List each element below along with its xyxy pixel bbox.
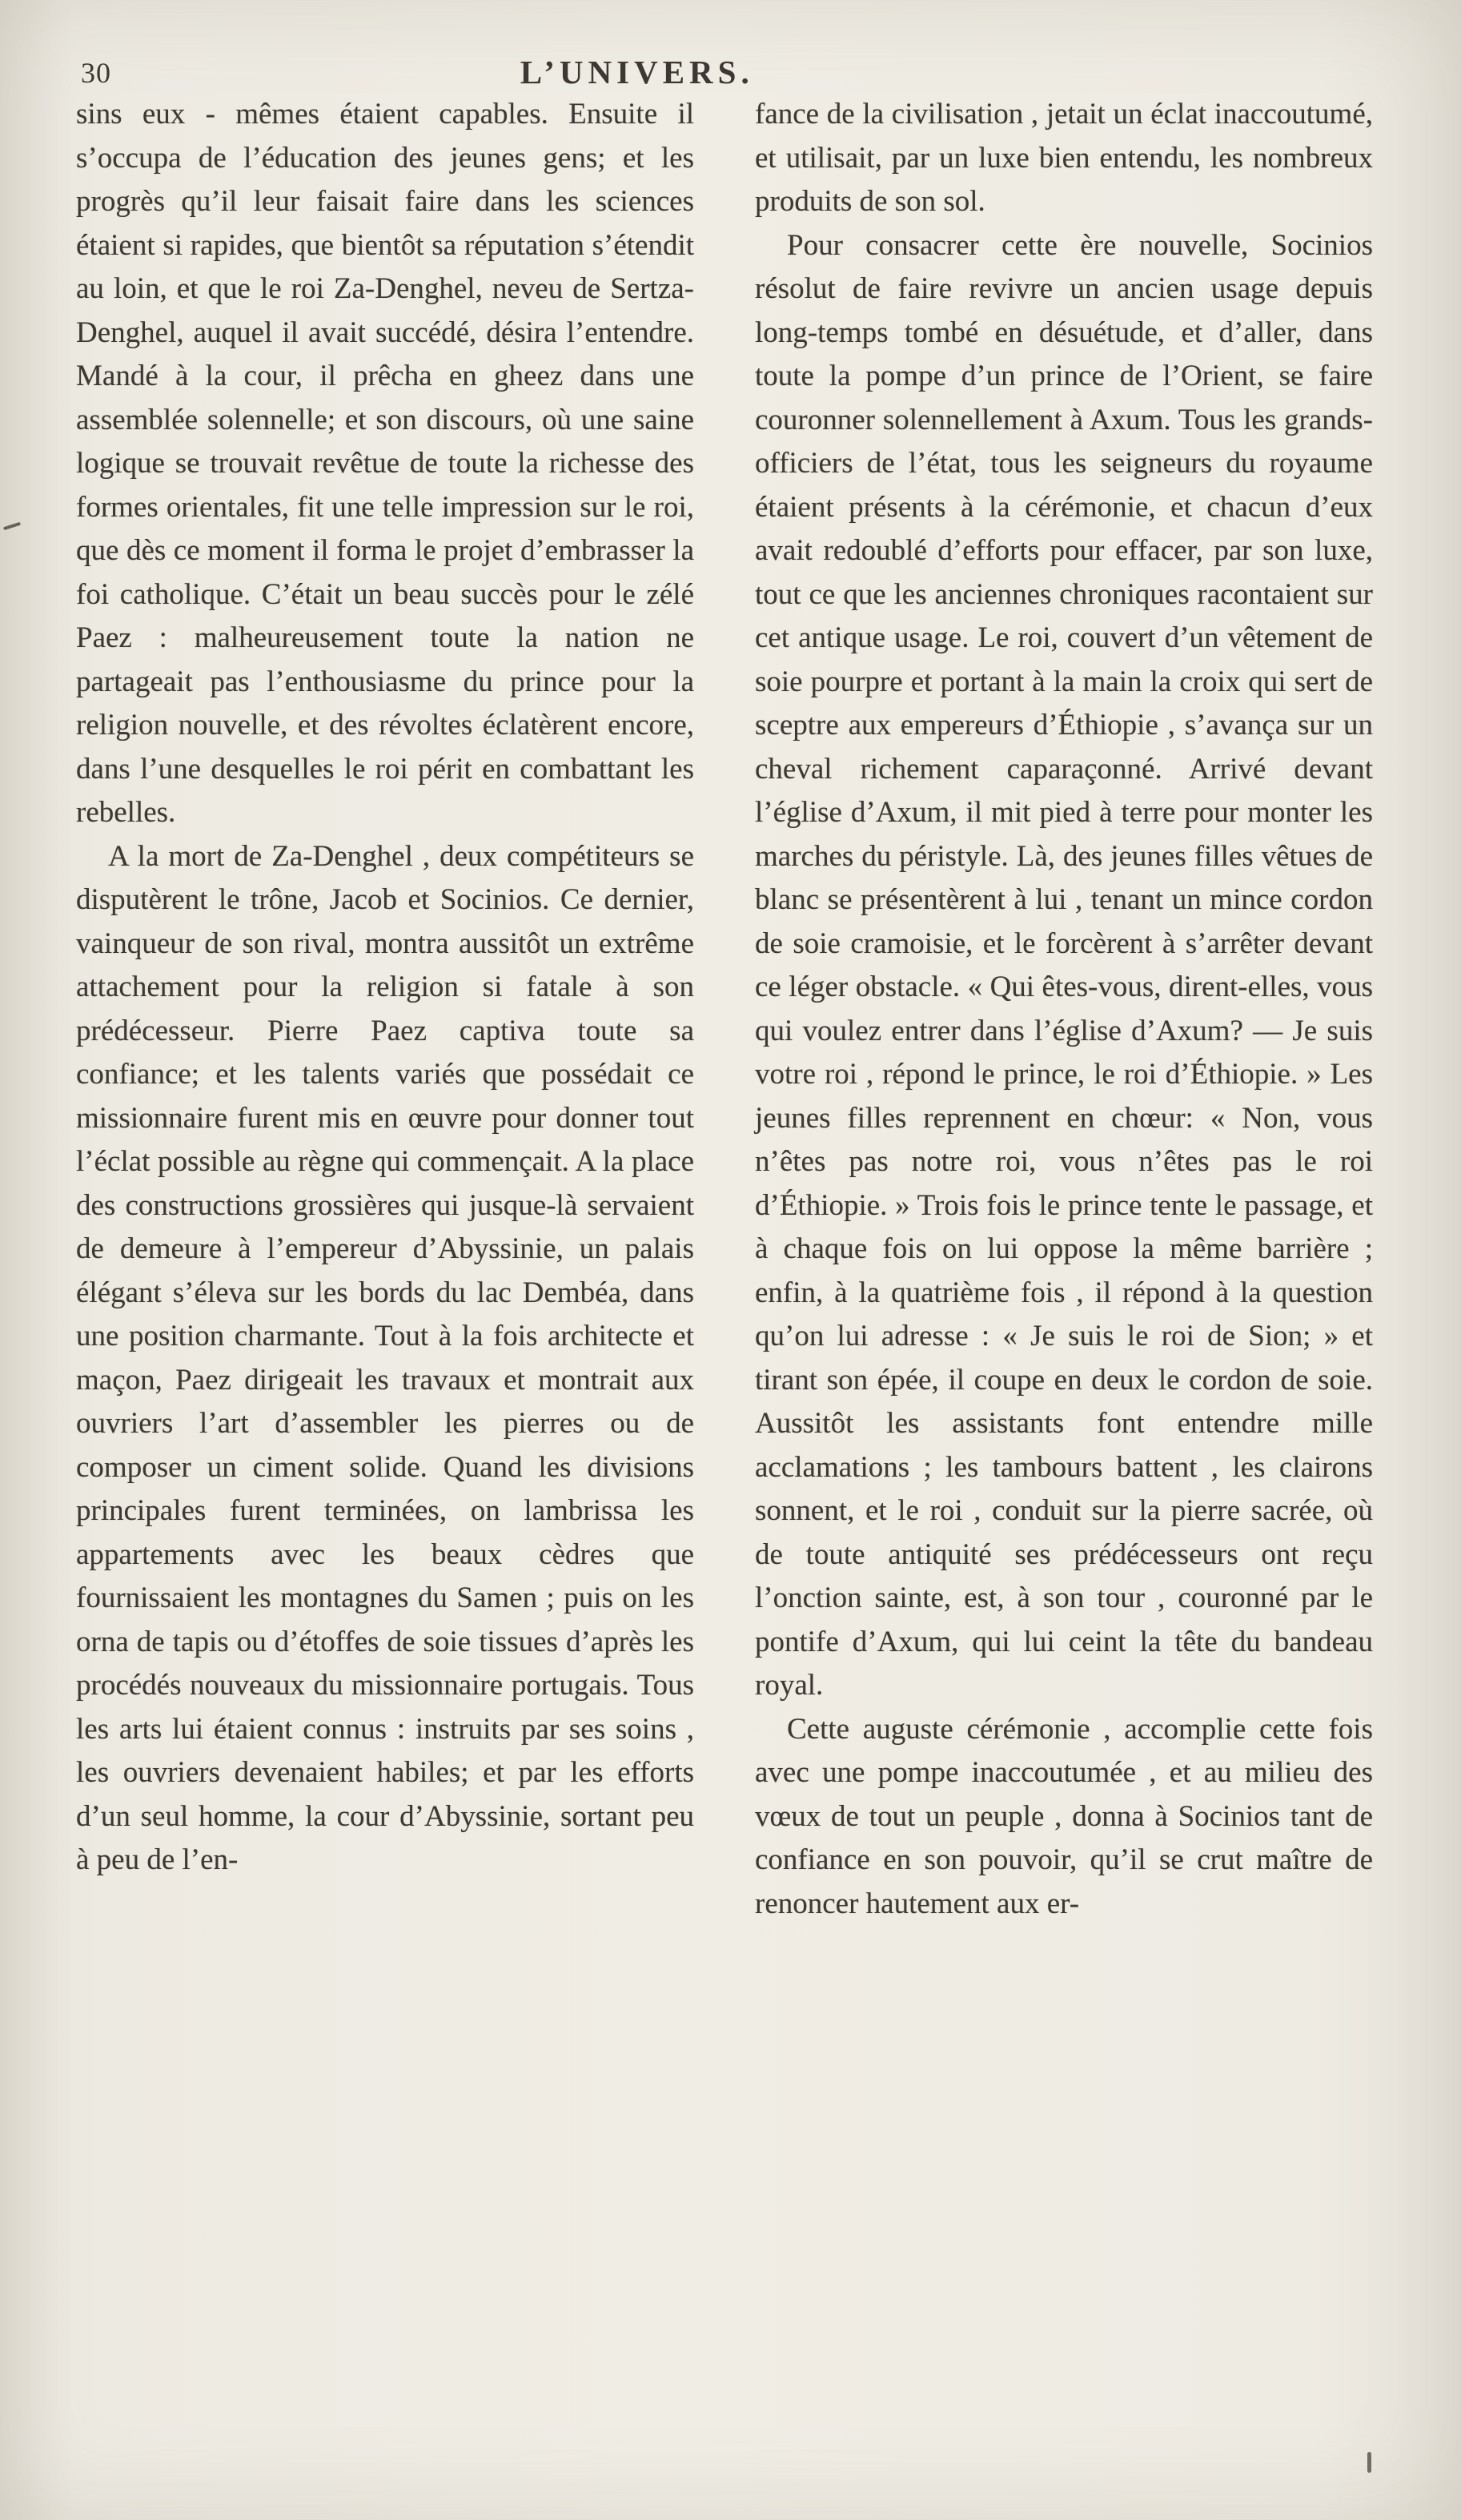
page-number: 30 [81, 57, 111, 89]
paragraph-continuation: sins eux - mêmes étaient capables. Ensuite il s’occupa de l’éducation des jeunes gens; et les progrès qu’il leur faisait faire dans les sciences étaient si rapides, que bientôt sa réputation s’étendit au loin, et que le roi Za-Denghel, neveu de Sertza-Denghel, auquel il avait succédé, désira l’entendre. Mandé à la cour, il prêcha en gheez dans une assemblée solennelle; et son discours, où une saine logique se trouvait revêtue de toute la richesse des formes orientales, fit une telle impression sur le roi, que dès ce moment il forma le projet d’embrasser la foi catholique. C’était un beau succès pour le zélé Paez : malheureusement toute la nation ne partageait pas l’enthousiasme du prince pour la religion nouvelle, et des révoltes éclatèrent encore, dans l’une desquelles le roi périt en combattant les rebelles. [76, 98, 694, 829]
page-header [76, 50, 1375, 91]
two-column-text [76, 93, 1375, 1926]
scan-artifact-mark [1367, 2452, 1371, 2473]
paragraph: Pour consacrer cette ère nouvelle, Socinios résolut de faire revivre un ancien usage depuis long-temps tombé en désuétude, et d’aller, dans toute la pompe d’un prince de l’Orient, se faire couronner solennellement à Axum. Tous les grands-officiers de l’état, tous les seigneurs du royaume étaient présents à la cérémonie, et chacun d’eux avait redoublé d’efforts pour effacer, par son luxe, tout ce que les anciennes chroniques racontaient sur cet antique usage. Le roi, couvert d’un vêtement de soie pourpre et portant à la main la croix qui sert de sceptre aux empereurs d’Éthiopie , s’avança sur un cheval richement caparaçonné. Arrivé devant l’église d’Axum, il mit pied à terre pour monter les marches du péristyle. Là, des jeunes filles vêtues de blanc se présentèrent à lui , tenant un mince cordon de soie cramoisie, et le forcèrent à s’arrêter devant ce léger obstacle. « Qui êtes-vous, dirent-elles, vous qui voulez entrer dans l’église d’Axum? — Je suis votre roi , répond le prince, le roi d’Éthiopie. » Les jeunes filles reprennent en chœur: « Non, vous n’êtes pas notre roi, vous n’êtes pas le roi d’Éthiopie. » Trois fois le prince tente le passage, et à chaque fois on lui oppose la même barrière ; enfin, à la quatrième fois , il répond à la question qu’on lui adresse : « Je suis le roi de Sion; » et tirant son épée, il coupe en deux le cordon de soie. Aussitôt les assistants font entendre mille acclamations ; les tambours battent , les clairons sonnent, et le roi , conduit sur la pierre sacrée, où de toute antiquité ses prédécesseurs ont reçu l’onction sainte, est, à son tour , couronné par le pontife d’Axum, qui lui ceint la tête du bandeau royal. [755, 228, 1373, 1702]
paragraph: A la mort de Za-Denghel , deux compétiteurs se disputèrent le trône, Jacob et Socinios. Ce dernier, vainqueur de son rival, montra aussitôt un extrême attachement pour la religion si fatale à son prédécesseur. Pierre Paez captiva toute sa confiance; et les talents variés que possédait ce missionnaire furent mis en œuvre pour donner tout l’éclat possible au règne qui commençait. A la place des constructions grossières qui jusque-là servaient de demeure à l’empereur d’Abyssinie, un palais élégant s’éleva sur les bords du lac Dembéa, dans une position charmante. Tout à la fois architecte et maçon, Paez dirigeait les travaux et montrait aux ouvriers l’art d’assembler les pierres ou de composer un ciment solide. Quand les divisions principales furent terminées, on lambrissa les appartements avec les beaux cèdres que fournissaient les montagnes du Samen ; puis on les orna de tapis ou d’étoffes de soie tissues d’après les procédés nouveaux du missionnaire portugais. Tous les arts lui étaient connus : instruits par ses soins , les ouvriers devenaient habiles; et par les efforts d’un seul homme, la cour d’Abyssinie, sortant peu à peu de l’en- [76, 839, 694, 1876]
scan-artifact-dash [3, 522, 21, 531]
right-column [755, 93, 1373, 1926]
left-column [76, 93, 694, 1926]
running-title: L’UNIVERS. [520, 54, 754, 90]
paragraph-continuation: fance de la civilisation , jetait un éclat inaccoutumé, et utilisait, par un luxe bien entendu, les nombreux produits de son sol. [755, 98, 1373, 218]
paragraph: Cette auguste cérémonie , accomplie cette fois avec une pompe inaccoutumée , et au milieu des vœux de tout un peuple , donna à Socinios tant de confiance en son pouvoir, qu’il se crut maître de renoncer hautement aux er- [755, 1712, 1373, 1920]
